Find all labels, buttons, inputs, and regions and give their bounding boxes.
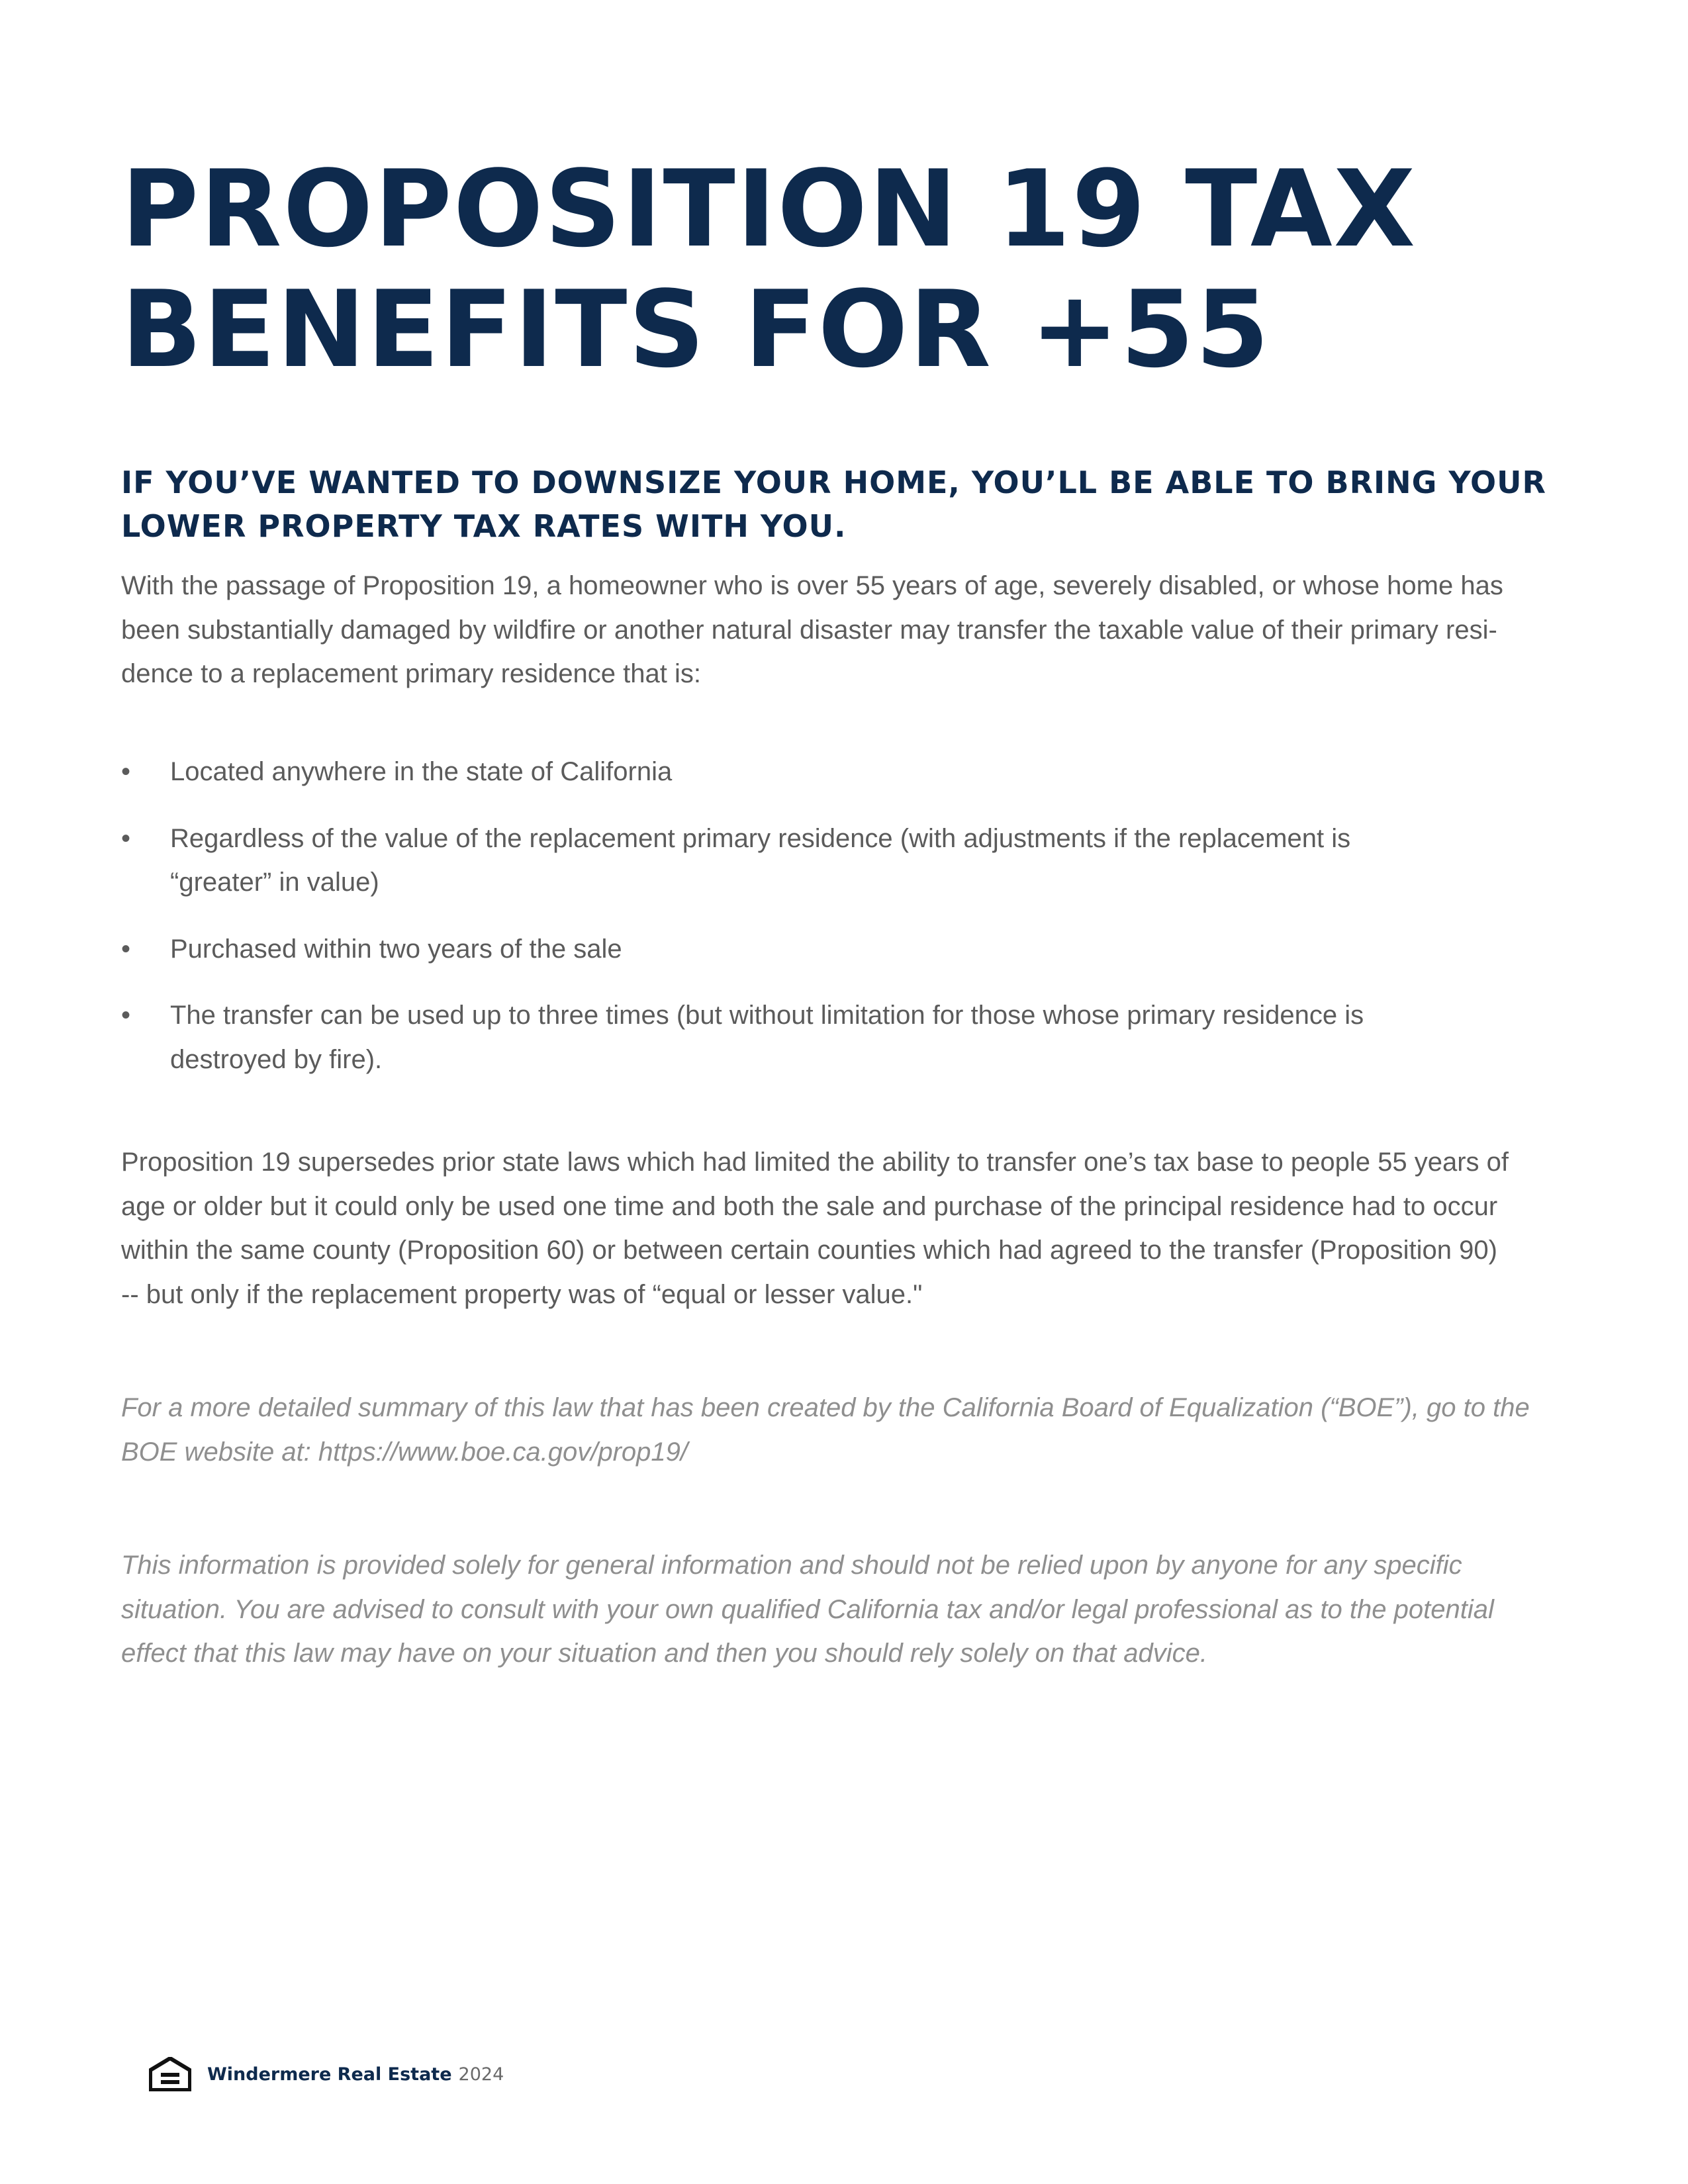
list-item-line-1: The transfer can be used up to three times (but without limitation for those whose primary residence is	[170, 1001, 1364, 1030]
boe-note-line-2: BOE website at: https://www.boe.ca.gov/prop19/	[121, 1437, 688, 1467]
page-footer	[149, 2054, 504, 2094]
list-item-line-1: Regardless of the value of the replacement primary residence (with adjustments if the replacement is	[170, 823, 1351, 853]
page-title-line-2: BENEFITS FOR +55	[121, 267, 1271, 391]
bullet-icon: •	[121, 757, 131, 786]
disclaimer-line-2: situation. You are advised to consult with your own qualified California tax and/or legal professional as to the potential	[121, 1594, 1494, 1624]
list-item	[121, 927, 1568, 972]
footer-company-name: Windermere Real Estate	[207, 2064, 452, 2085]
supersede-line-3: within the same county (Proposition 60) or between certain counties which had agreed to the transfer (Proposition 90)	[121, 1236, 1497, 1265]
list-item	[121, 750, 1568, 794]
subheading-line-1: IF YOU’VE WANTED TO DOWNSIZE YOUR HOME, YOU’LL BE ABLE TO BRING YOUR	[121, 465, 1546, 500]
disclaimer-line-3: effect that this law may have on your situation and then you should rely solely on that advice.	[121, 1639, 1207, 1668]
list-item-line-2: destroyed by fire).	[170, 1044, 383, 1074]
boe-note-line-1: For a more detailed summary of this law that has been created by the California Board of Equalization (“BOE”), go to the	[121, 1393, 1530, 1422]
page-title-line-1: PROPOSITION 19 TAX	[121, 147, 1417, 271]
section-subheading	[121, 461, 1568, 548]
supersede-line-4: -- but only if the replacement property was of “equal or lesser value."	[121, 1279, 923, 1309]
page-title	[121, 149, 1417, 390]
list-item	[121, 993, 1568, 1081]
equal-housing-opportunity-icon	[149, 2057, 191, 2091]
document-page	[121, 0, 1568, 2184]
supersede-line-2: age or older but it could only be used one time and both the sale and purchase of the principal residence had to occur	[121, 1191, 1498, 1221]
bullet-icon: •	[121, 823, 131, 853]
supersede-paragraph	[121, 1140, 1568, 1316]
intro-line-3: dence to a replacement primary residence that is:	[121, 659, 701, 688]
subheading-line-2: LOWER PROPERTY TAX RATES WITH YOU.	[121, 508, 847, 544]
list-item-line-2: “greater” in value)	[170, 868, 379, 897]
intro-paragraph	[121, 564, 1568, 696]
intro-line-2: been substantially damaged by wildfire or another natural disaster may transfer the taxable value of their primary resi-	[121, 615, 1497, 645]
list-item-line-1: Purchased within two years of the sale	[170, 934, 622, 964]
intro-line-1: With the passage of Proposition 19, a homeowner who is over 55 years of age, severely disabled, or whose home has	[121, 571, 1503, 600]
disclaimer-line-1: This information is provided solely for general information and should not be relied upon by anyone for any specific	[121, 1551, 1462, 1580]
list-item	[121, 817, 1568, 905]
bullet-icon: •	[121, 1001, 131, 1030]
bullet-icon: •	[121, 934, 131, 964]
footer-year: 2024	[458, 2064, 504, 2085]
list-item-line-1: Located anywhere in the state of California	[170, 757, 673, 786]
supersede-line-1: Proposition 19 supersedes prior state laws which had limited the ability to transfer one’s tax base to people 55 years of	[121, 1148, 1509, 1177]
benefits-list	[121, 750, 1568, 1104]
boe-reference-note	[121, 1386, 1568, 1474]
disclaimer-note	[121, 1543, 1568, 1676]
